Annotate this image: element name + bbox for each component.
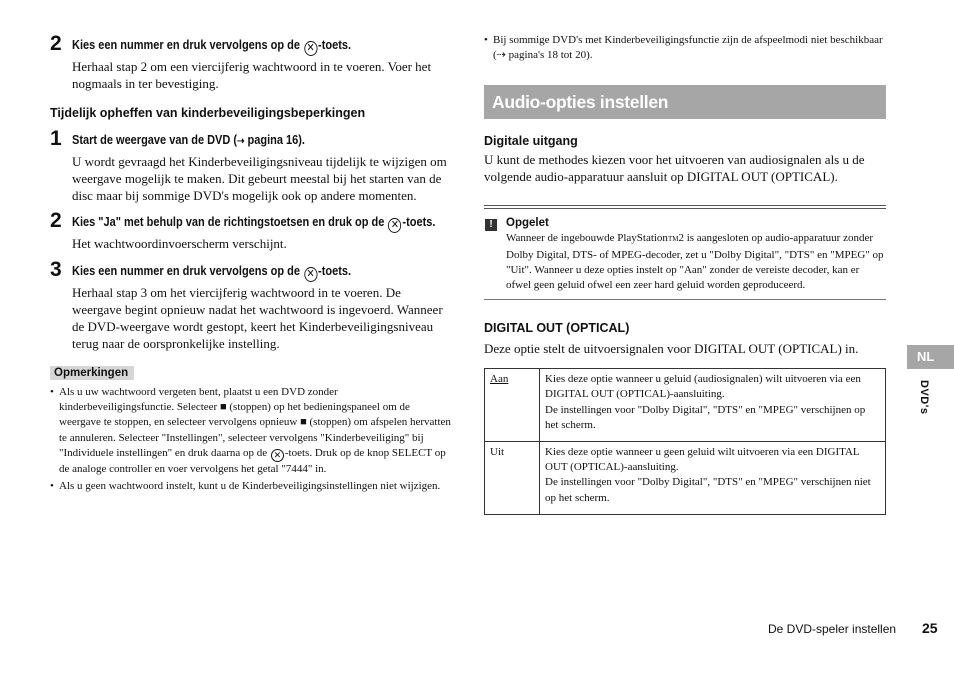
step-number: 2 bbox=[50, 32, 62, 55]
page-reference-text: pagina 16). bbox=[247, 133, 305, 147]
step-body: Herhaal stap 2 om een viercijferig wachtwoord in te voeren. Voer het nogmaals in ter bevestiging. bbox=[72, 59, 432, 91]
notes-label: Opmerkingen bbox=[50, 366, 134, 380]
step-title-text: Kies een nummer en druk vervolgens op de bbox=[72, 38, 304, 52]
step-title-text: Kies "Ja" met behulp van de richtingstoetsen en druk op de bbox=[72, 215, 388, 229]
step-1-start-playback bbox=[50, 127, 452, 204]
note-item bbox=[50, 479, 452, 494]
step-title bbox=[72, 131, 406, 151]
option-key-cell bbox=[485, 442, 540, 515]
option-desc: De instellingen voor "Dolby Digital", "DTS" en "MPEG" verschijnen niet op het scherm. bbox=[545, 476, 871, 504]
page-reference-arrow-icon: ⇢ bbox=[496, 49, 506, 62]
language-tab: NL bbox=[907, 345, 954, 369]
step-title bbox=[72, 213, 459, 233]
step-body: U wordt gevraagd het Kinderbeveiligingsniveau tijdelijk te wijzigen om weergave mogelijk te maken. Dit gebeurt meestal bij het starten van de disc maar bij sommige DVD's mogelijk ook op andere momenten. bbox=[72, 154, 447, 203]
step-number: 2 bbox=[50, 209, 62, 232]
note-text: Bij sommige DVD's met Kinderbeveiligingsfunctie zijn de afspeelmodi niet beschikbaar ( bbox=[493, 34, 883, 62]
footer-section-title: De DVD-speler instellen bbox=[768, 622, 897, 636]
step-body: Het wachtwoordinvoerscherm verschijnt. bbox=[72, 236, 287, 251]
stop-square-icon: ■ bbox=[300, 416, 307, 429]
note-text: Als u geen wachtwoord instelt, kunt u de Kinderbeveiligingsinstellingen niet wijzigen. bbox=[59, 480, 441, 493]
step-3-enter-number bbox=[50, 258, 452, 352]
step-title-text: Start de weergave van de DVD ( bbox=[72, 133, 238, 147]
option-desc-cell bbox=[540, 442, 886, 515]
subheading-temporary-release: Tijdelijk opheffen van kinderbeveiligingsbeperkingen bbox=[50, 106, 366, 120]
note-item bbox=[484, 33, 886, 63]
note-item bbox=[50, 385, 452, 477]
step-number: 3 bbox=[50, 258, 62, 281]
note-text: (stoppen) op het bedieningspaneel om de weergave te stoppen, en selecteer vervolgens opnieuw bbox=[59, 401, 410, 429]
caution-icon: ! bbox=[485, 219, 497, 231]
optical-heading: DIGITAL OUT (OPTICAL) bbox=[484, 321, 630, 336]
cross-button-icon: ✕ bbox=[304, 41, 317, 56]
note-text: Als u uw wachtwoord vergeten bent, plaatst u een DVD zonder kinderbeveiligingsfunctie. Selecteer bbox=[59, 386, 338, 414]
step-body: Herhaal stap 3 om het viercijferig wachtwoord in te voeren. De weergave begint opnieuw nadat het wachtwoord is ingevoerd. Wanneer de DVD-weergave wordt gestopt, keert het Kinderbeveiligingsniveau terug naar de oorspronkelijke instelling. bbox=[72, 285, 443, 351]
optical-body: Deze optie stelt de uitvoersignalen voor DIGITAL OUT (OPTICAL) in. bbox=[484, 341, 859, 357]
step-2-select-yes bbox=[50, 209, 452, 252]
step-title bbox=[72, 262, 406, 282]
top-note-list bbox=[484, 33, 886, 63]
cross-button-icon: ✕ bbox=[388, 218, 401, 233]
notes-section bbox=[50, 363, 452, 494]
table-row bbox=[485, 369, 886, 442]
trademark-mark: TM bbox=[667, 235, 679, 244]
caution-text-part: 2 is aangesloten op audio-apparatuur zonder Dolby Digital, DTS- of MPEG-decoder, zet u "Dolby Digital", "DTS" en "MPEG" op "Uit". Wanneer u deze opties instelt op "Aan" zonder de vereiste decoder, kan er ofwel geen geluid ofwel een zeer hard geluid worden geproduceerd. bbox=[506, 232, 884, 292]
page-number: 25 bbox=[922, 620, 938, 636]
caution-box bbox=[484, 205, 886, 300]
caution-title: Opgelet bbox=[506, 217, 549, 230]
note-text: (stoppen) om afspelen hervatten te annuleren. Selecteer "Instellingen", selecteer vervolgens "Kinderbeveiliging" bij "Individuele instellingen" en druk daarna op de bbox=[59, 416, 451, 459]
note-text: -toets. Druk op de knop SELECT op de analoge controller en voer vervolgens het getal "7444" in. bbox=[59, 446, 446, 475]
cross-button-icon: ✕ bbox=[304, 267, 317, 282]
step-title-suffix: -toets. bbox=[318, 38, 352, 52]
option-key-cell bbox=[485, 369, 540, 442]
table-row bbox=[485, 442, 886, 515]
option-desc: Kies deze optie wanneer u geen geluid wilt uitvoeren via een DIGITAL OUT (OPTICAL)-aansluiting. bbox=[545, 446, 860, 474]
left-column bbox=[50, 32, 452, 494]
option-desc: Kies deze optie wanneer u geluid (audiosignalen) wilt uitvoeren via een DIGITAL OUT (OPTICAL)-aansluiting. bbox=[545, 373, 861, 401]
step-2-enter-number bbox=[50, 32, 452, 92]
stop-square-icon: ■ bbox=[219, 401, 227, 414]
step-number: 1 bbox=[50, 127, 62, 150]
page-reference-arrow-icon: ⇢ bbox=[237, 136, 245, 147]
option-desc: De instellingen voor "Dolby Digital", "DTS" en "MPEG" verschijnen op het scherm. bbox=[545, 403, 866, 431]
step-title-text: Kies een nummer en druk vervolgens op de bbox=[72, 264, 304, 278]
digital-output-body: U kunt de methodes kiezen voor het uitvoeren van audiosignalen als u de volgende audio-apparatuur aansluit op DIGITAL OUT (OPTICAL). bbox=[484, 152, 865, 185]
chapter-side-label: DVD's bbox=[918, 380, 930, 415]
step-title-suffix: -toets. bbox=[402, 215, 436, 229]
option-key: Aan bbox=[490, 373, 509, 386]
options-table bbox=[484, 368, 886, 515]
step-title bbox=[72, 36, 406, 56]
caution-text bbox=[484, 231, 886, 293]
notes-list bbox=[50, 385, 452, 494]
option-desc-cell bbox=[540, 369, 886, 442]
caution-text-part: Wanneer de ingebouwde PlayStation bbox=[506, 232, 668, 245]
right-column bbox=[484, 36, 886, 515]
digital-output-heading: Digitale uitgang bbox=[484, 134, 578, 149]
step-title-suffix: -toets. bbox=[318, 264, 352, 278]
option-key: Uit bbox=[490, 446, 505, 459]
cross-button-icon: ✕ bbox=[271, 449, 284, 462]
note-text: pagina's 18 tot 20). bbox=[505, 49, 593, 62]
section-title-bar: Audio-opties instellen bbox=[484, 85, 886, 119]
